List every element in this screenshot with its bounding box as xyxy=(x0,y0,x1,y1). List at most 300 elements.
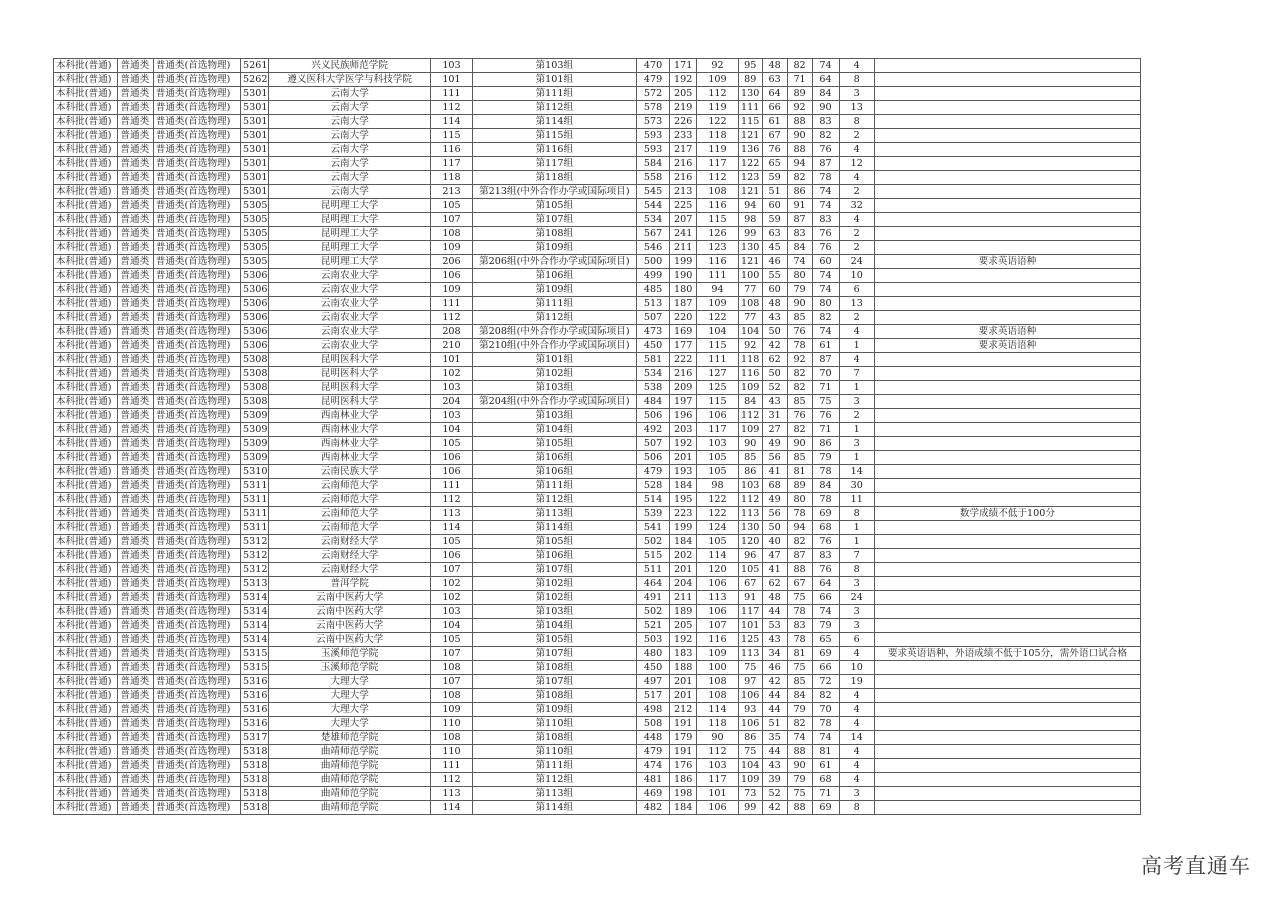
cell-score-d: 53 xyxy=(762,619,787,633)
cell-remark: 要求英语语种 xyxy=(874,255,1140,269)
cell-score-c: 75 xyxy=(738,745,762,759)
cell-batch: 本科批(普通) xyxy=(54,801,118,815)
cell-group-name: 第112组 xyxy=(472,493,636,507)
cell-group-code: 112 xyxy=(431,311,473,325)
cell-remark xyxy=(874,143,1140,157)
cell-score-b: 106 xyxy=(697,801,739,815)
cell-score-b: 106 xyxy=(697,577,739,591)
cell-score-total: 498 xyxy=(636,703,669,717)
cell-score-f: 83 xyxy=(812,213,839,227)
cell-score-e: 88 xyxy=(787,115,812,129)
cell-score-a: 223 xyxy=(670,507,697,521)
cell-score-f: 81 xyxy=(812,745,839,759)
cell-score-d: 76 xyxy=(762,143,787,157)
cell-score-total: 507 xyxy=(636,311,669,325)
cell-group-name: 第109组 xyxy=(472,703,636,717)
cell-group-name: 第103组 xyxy=(472,409,636,423)
cell-category: 普通类 xyxy=(118,325,153,339)
cell-score-f: 78 xyxy=(812,465,839,479)
cell-subject-group: 普通类(首选物理) xyxy=(153,269,240,283)
cell-score-total: 572 xyxy=(636,87,669,101)
cell-school-code: 5316 xyxy=(241,675,269,689)
cell-group-name: 第213组(中外合作办学或国际项目) xyxy=(472,185,636,199)
cell-remark xyxy=(874,451,1140,465)
cell-remark xyxy=(874,283,1140,297)
cell-school-name: 兴义民族师范学院 xyxy=(269,59,431,73)
cell-remark xyxy=(874,409,1140,423)
cell-remark xyxy=(874,619,1140,633)
cell-batch: 本科批(普通) xyxy=(54,773,118,787)
table-row xyxy=(54,395,1141,409)
cell-score-a: 176 xyxy=(670,759,697,773)
cell-score-a: 192 xyxy=(670,437,697,451)
cell-score-e: 82 xyxy=(787,717,812,731)
cell-score-d: 41 xyxy=(762,563,787,577)
cell-school-code: 5305 xyxy=(241,213,269,227)
cell-score-e: 83 xyxy=(787,227,812,241)
cell-group-code: 206 xyxy=(431,255,473,269)
cell-score-c: 104 xyxy=(738,325,762,339)
cell-score-c: 121 xyxy=(738,255,762,269)
cell-remark xyxy=(874,423,1140,437)
cell-score-e: 79 xyxy=(787,773,812,787)
cell-count: 14 xyxy=(839,731,874,745)
cell-score-a: 233 xyxy=(670,129,697,143)
cell-count: 8 xyxy=(839,801,874,815)
cell-score-b: 108 xyxy=(697,689,739,703)
cell-score-b: 124 xyxy=(697,521,739,535)
cell-score-e: 82 xyxy=(787,171,812,185)
cell-count: 4 xyxy=(839,717,874,731)
cell-score-d: 41 xyxy=(762,465,787,479)
cell-score-a: 201 xyxy=(670,675,697,689)
cell-score-total: 469 xyxy=(636,787,669,801)
cell-school-name: 大理大学 xyxy=(269,717,431,731)
table-row xyxy=(54,591,1141,605)
cell-batch: 本科批(普通) xyxy=(54,325,118,339)
cell-batch: 本科批(普通) xyxy=(54,255,118,269)
cell-category: 普通类 xyxy=(118,507,153,521)
cell-school-name: 普洱学院 xyxy=(269,577,431,591)
cell-school-name: 云南中医药大学 xyxy=(269,619,431,633)
cell-remark xyxy=(874,675,1140,689)
cell-group-name: 第107组 xyxy=(472,563,636,577)
cell-score-a: 189 xyxy=(670,605,697,619)
cell-batch: 本科批(普通) xyxy=(54,479,118,493)
cell-category: 普通类 xyxy=(118,255,153,269)
cell-remark xyxy=(874,577,1140,591)
cell-remark xyxy=(874,773,1140,787)
cell-score-total: 517 xyxy=(636,689,669,703)
cell-group-code: 118 xyxy=(431,171,473,185)
cell-category: 普通类 xyxy=(118,199,153,213)
cell-score-d: 66 xyxy=(762,101,787,115)
cell-score-total: 593 xyxy=(636,143,669,157)
cell-group-code: 103 xyxy=(431,409,473,423)
cell-remark xyxy=(874,787,1140,801)
cell-score-a: 177 xyxy=(670,339,697,353)
cell-score-e: 67 xyxy=(787,577,812,591)
cell-category: 普通类 xyxy=(118,619,153,633)
cell-group-code: 112 xyxy=(431,493,473,507)
cell-group-name: 第114组 xyxy=(472,115,636,129)
cell-remark xyxy=(874,367,1140,381)
cell-remark xyxy=(874,213,1140,227)
cell-score-f: 83 xyxy=(812,549,839,563)
cell-school-code: 5318 xyxy=(241,745,269,759)
cell-count: 4 xyxy=(839,325,874,339)
cell-score-d: 44 xyxy=(762,689,787,703)
cell-school-code: 5313 xyxy=(241,577,269,591)
cell-group-code: 114 xyxy=(431,521,473,535)
cell-category: 普通类 xyxy=(118,381,153,395)
cell-category: 普通类 xyxy=(118,143,153,157)
cell-score-total: 450 xyxy=(636,661,669,675)
cell-score-d: 51 xyxy=(762,185,787,199)
cell-score-e: 94 xyxy=(787,157,812,171)
cell-score-total: 514 xyxy=(636,493,669,507)
cell-batch: 本科批(普通) xyxy=(54,703,118,717)
cell-batch: 本科批(普通) xyxy=(54,451,118,465)
cell-school-name: 云南中医药大学 xyxy=(269,633,431,647)
cell-score-b: 111 xyxy=(697,353,739,367)
cell-count: 3 xyxy=(839,577,874,591)
cell-subject-group: 普通类(首选物理) xyxy=(153,395,240,409)
cell-batch: 本科批(普通) xyxy=(54,647,118,661)
cell-score-c: 113 xyxy=(738,647,762,661)
table-row xyxy=(54,213,1141,227)
cell-score-a: 169 xyxy=(670,325,697,339)
cell-school-name: 云南农业大学 xyxy=(269,325,431,339)
cell-score-d: 34 xyxy=(762,647,787,661)
cell-score-f: 71 xyxy=(812,787,839,801)
table-body xyxy=(54,59,1141,815)
cell-count: 4 xyxy=(839,759,874,773)
cell-school-name: 曲靖师范学院 xyxy=(269,801,431,815)
cell-remark xyxy=(874,479,1140,493)
cell-score-f: 76 xyxy=(812,227,839,241)
cell-score-a: 213 xyxy=(670,185,697,199)
cell-batch: 本科批(普通) xyxy=(54,241,118,255)
cell-score-b: 116 xyxy=(697,199,739,213)
cell-score-e: 82 xyxy=(787,381,812,395)
cell-group-code: 107 xyxy=(431,675,473,689)
cell-score-b: 117 xyxy=(697,773,739,787)
cell-score-d: 42 xyxy=(762,801,787,815)
cell-score-total: 544 xyxy=(636,199,669,213)
cell-score-d: 67 xyxy=(762,129,787,143)
cell-subject-group: 普通类(首选物理) xyxy=(153,647,240,661)
cell-score-a: 209 xyxy=(670,381,697,395)
cell-score-a: 197 xyxy=(670,395,697,409)
cell-remark xyxy=(874,297,1140,311)
cell-group-name: 第108组 xyxy=(472,661,636,675)
cell-score-f: 69 xyxy=(812,507,839,521)
cell-score-total: 538 xyxy=(636,381,669,395)
cell-score-d: 52 xyxy=(762,381,787,395)
cell-batch: 本科批(普通) xyxy=(54,591,118,605)
cell-score-total: 534 xyxy=(636,367,669,381)
cell-remark xyxy=(874,633,1140,647)
cell-school-code: 5311 xyxy=(241,493,269,507)
cell-group-name: 第102组 xyxy=(472,367,636,381)
cell-score-c: 96 xyxy=(738,549,762,563)
cell-score-a: 201 xyxy=(670,563,697,577)
cell-group-name: 第206组(中外合作办学或国际项目) xyxy=(472,255,636,269)
cell-score-f: 87 xyxy=(812,353,839,367)
cell-group-code: 106 xyxy=(431,549,473,563)
cell-remark xyxy=(874,689,1140,703)
cell-school-code: 5301 xyxy=(241,129,269,143)
cell-score-e: 91 xyxy=(787,199,812,213)
cell-score-d: 48 xyxy=(762,591,787,605)
cell-school-name: 云南财经大学 xyxy=(269,563,431,577)
cell-school-code: 5301 xyxy=(241,101,269,115)
table-row xyxy=(54,563,1141,577)
cell-school-code: 5309 xyxy=(241,437,269,451)
cell-score-c: 113 xyxy=(738,507,762,521)
cell-score-d: 43 xyxy=(762,395,787,409)
cell-subject-group: 普通类(首选物理) xyxy=(153,689,240,703)
cell-score-c: 115 xyxy=(738,115,762,129)
cell-score-e: 79 xyxy=(787,283,812,297)
cell-subject-group: 普通类(首选物理) xyxy=(153,521,240,535)
cell-group-name: 第107组 xyxy=(472,675,636,689)
cell-score-e: 88 xyxy=(787,745,812,759)
cell-batch: 本科批(普通) xyxy=(54,577,118,591)
table-row xyxy=(54,773,1141,787)
cell-group-code: 107 xyxy=(431,647,473,661)
cell-score-e: 86 xyxy=(787,185,812,199)
cell-remark xyxy=(874,521,1140,535)
cell-score-b: 109 xyxy=(697,73,739,87)
cell-score-total: 485 xyxy=(636,283,669,297)
cell-score-total: 506 xyxy=(636,451,669,465)
cell-group-name: 第208组(中外合作办学或国际项目) xyxy=(472,325,636,339)
cell-group-name: 第112组 xyxy=(472,773,636,787)
cell-category: 普通类 xyxy=(118,423,153,437)
cell-score-a: 191 xyxy=(670,745,697,759)
cell-score-b: 125 xyxy=(697,381,739,395)
cell-group-code: 102 xyxy=(431,577,473,591)
table-row xyxy=(54,661,1141,675)
cell-group-code: 103 xyxy=(431,381,473,395)
cell-score-c: 116 xyxy=(738,367,762,381)
cell-group-code: 111 xyxy=(431,479,473,493)
cell-score-b: 122 xyxy=(697,115,739,129)
cell-remark xyxy=(874,115,1140,129)
cell-score-b: 113 xyxy=(697,591,739,605)
cell-subject-group: 普通类(首选物理) xyxy=(153,185,240,199)
cell-school-code: 5311 xyxy=(241,507,269,521)
cell-score-total: 484 xyxy=(636,395,669,409)
cell-score-c: 123 xyxy=(738,171,762,185)
table-row xyxy=(54,87,1141,101)
cell-school-name: 云南中医药大学 xyxy=(269,591,431,605)
cell-group-code: 111 xyxy=(431,87,473,101)
cell-batch: 本科批(普通) xyxy=(54,297,118,311)
cell-score-d: 43 xyxy=(762,633,787,647)
cell-score-d: 44 xyxy=(762,745,787,759)
cell-subject-group: 普通类(首选物理) xyxy=(153,479,240,493)
cell-score-total: 507 xyxy=(636,437,669,451)
cell-count: 1 xyxy=(839,451,874,465)
cell-batch: 本科批(普通) xyxy=(54,143,118,157)
table-row xyxy=(54,143,1141,157)
cell-subject-group: 普通类(首选物理) xyxy=(153,101,240,115)
cell-score-total: 470 xyxy=(636,59,669,73)
cell-batch: 本科批(普通) xyxy=(54,619,118,633)
table-row xyxy=(54,577,1141,591)
cell-score-d: 43 xyxy=(762,311,787,325)
table-row xyxy=(54,619,1141,633)
table-row xyxy=(54,675,1141,689)
cell-group-code: 109 xyxy=(431,283,473,297)
cell-score-e: 78 xyxy=(787,605,812,619)
table-row xyxy=(54,269,1141,283)
cell-score-a: 204 xyxy=(670,577,697,591)
cell-count: 4 xyxy=(839,59,874,73)
cell-school-code: 5316 xyxy=(241,703,269,717)
cell-score-b: 115 xyxy=(697,213,739,227)
cell-score-f: 65 xyxy=(812,633,839,647)
cell-score-f: 69 xyxy=(812,647,839,661)
cell-score-a: 195 xyxy=(670,493,697,507)
cell-group-name: 第108组 xyxy=(472,731,636,745)
cell-group-name: 第111组 xyxy=(472,297,636,311)
cell-batch: 本科批(普通) xyxy=(54,675,118,689)
cell-group-code: 109 xyxy=(431,703,473,717)
cell-batch: 本科批(普通) xyxy=(54,423,118,437)
cell-batch: 本科批(普通) xyxy=(54,311,118,325)
cell-score-e: 75 xyxy=(787,591,812,605)
cell-school-name: 遵义医科大学医学与科技学院 xyxy=(269,73,431,87)
cell-school-code: 5315 xyxy=(241,661,269,675)
cell-score-c: 77 xyxy=(738,311,762,325)
cell-score-c: 111 xyxy=(738,101,762,115)
cell-school-code: 5312 xyxy=(241,535,269,549)
cell-school-name: 西南林业大学 xyxy=(269,451,431,465)
cell-school-name: 西南林业大学 xyxy=(269,409,431,423)
cell-group-code: 108 xyxy=(431,227,473,241)
cell-score-d: 59 xyxy=(762,213,787,227)
cell-score-d: 42 xyxy=(762,675,787,689)
cell-subject-group: 普通类(首选物理) xyxy=(153,227,240,241)
cell-school-code: 5301 xyxy=(241,87,269,101)
cell-remark xyxy=(874,563,1140,577)
cell-score-e: 90 xyxy=(787,129,812,143)
cell-score-b: 114 xyxy=(697,549,739,563)
cell-score-d: 62 xyxy=(762,353,787,367)
cell-school-code: 5305 xyxy=(241,199,269,213)
cell-score-d: 65 xyxy=(762,157,787,171)
cell-score-d: 31 xyxy=(762,409,787,423)
cell-subject-group: 普通类(首选物理) xyxy=(153,605,240,619)
cell-group-code: 104 xyxy=(431,619,473,633)
table-row xyxy=(54,367,1141,381)
cell-score-e: 79 xyxy=(787,703,812,717)
cell-school-code: 5309 xyxy=(241,451,269,465)
cell-count: 14 xyxy=(839,465,874,479)
cell-school-code: 5312 xyxy=(241,549,269,563)
cell-score-total: 474 xyxy=(636,759,669,773)
cell-remark xyxy=(874,73,1140,87)
cell-score-f: 76 xyxy=(812,535,839,549)
cell-subject-group: 普通类(首选物理) xyxy=(153,451,240,465)
cell-score-c: 109 xyxy=(738,773,762,787)
cell-group-name: 第114组 xyxy=(472,801,636,815)
cell-score-a: 188 xyxy=(670,661,697,675)
cell-score-d: 55 xyxy=(762,269,787,283)
cell-subject-group: 普通类(首选物理) xyxy=(153,297,240,311)
cell-score-d: 48 xyxy=(762,59,787,73)
cell-score-c: 77 xyxy=(738,283,762,297)
cell-batch: 本科批(普通) xyxy=(54,409,118,423)
cell-school-name: 昆明医科大学 xyxy=(269,367,431,381)
cell-count: 1 xyxy=(839,521,874,535)
cell-score-d: 45 xyxy=(762,241,787,255)
cell-score-e: 82 xyxy=(787,535,812,549)
cell-score-d: 27 xyxy=(762,423,787,437)
cell-remark xyxy=(874,185,1140,199)
cell-group-code: 114 xyxy=(431,115,473,129)
cell-group-name: 第114组 xyxy=(472,521,636,535)
cell-group-code: 105 xyxy=(431,199,473,213)
cell-score-d: 63 xyxy=(762,73,787,87)
table-row xyxy=(54,605,1141,619)
cell-school-code: 5301 xyxy=(241,143,269,157)
cell-school-name: 昆明理工大学 xyxy=(269,255,431,269)
table-row xyxy=(54,409,1141,423)
cell-score-e: 78 xyxy=(787,339,812,353)
table-row xyxy=(54,703,1141,717)
cell-subject-group: 普通类(首选物理) xyxy=(153,143,240,157)
cell-score-c: 99 xyxy=(738,801,762,815)
cell-score-total: 448 xyxy=(636,731,669,745)
cell-score-f: 84 xyxy=(812,87,839,101)
cell-group-code: 104 xyxy=(431,423,473,437)
cell-group-code: 105 xyxy=(431,633,473,647)
cell-group-code: 110 xyxy=(431,745,473,759)
cell-batch: 本科批(普通) xyxy=(54,227,118,241)
cell-subject-group: 普通类(首选物理) xyxy=(153,563,240,577)
cell-score-total: 511 xyxy=(636,563,669,577)
cell-group-code: 116 xyxy=(431,143,473,157)
cell-batch: 本科批(普通) xyxy=(54,437,118,451)
cell-score-e: 85 xyxy=(787,395,812,409)
cell-subject-group: 普通类(首选物理) xyxy=(153,213,240,227)
cell-score-f: 66 xyxy=(812,661,839,675)
cell-score-f: 72 xyxy=(812,675,839,689)
cell-group-code: 110 xyxy=(431,717,473,731)
cell-score-f: 71 xyxy=(812,381,839,395)
cell-subject-group: 普通类(首选物理) xyxy=(153,773,240,787)
cell-category: 普通类 xyxy=(118,101,153,115)
cell-count: 13 xyxy=(839,101,874,115)
cell-group-name: 第106组 xyxy=(472,465,636,479)
cell-school-name: 云南中医药大学 xyxy=(269,605,431,619)
cell-score-total: 539 xyxy=(636,507,669,521)
cell-category: 普通类 xyxy=(118,367,153,381)
cell-subject-group: 普通类(首选物理) xyxy=(153,745,240,759)
cell-group-code: 114 xyxy=(431,801,473,815)
cell-group-code: 112 xyxy=(431,101,473,115)
cell-group-code: 105 xyxy=(431,437,473,451)
cell-score-total: 515 xyxy=(636,549,669,563)
cell-group-name: 第108组 xyxy=(472,689,636,703)
cell-subject-group: 普通类(首选物理) xyxy=(153,675,240,689)
cell-remark xyxy=(874,227,1140,241)
